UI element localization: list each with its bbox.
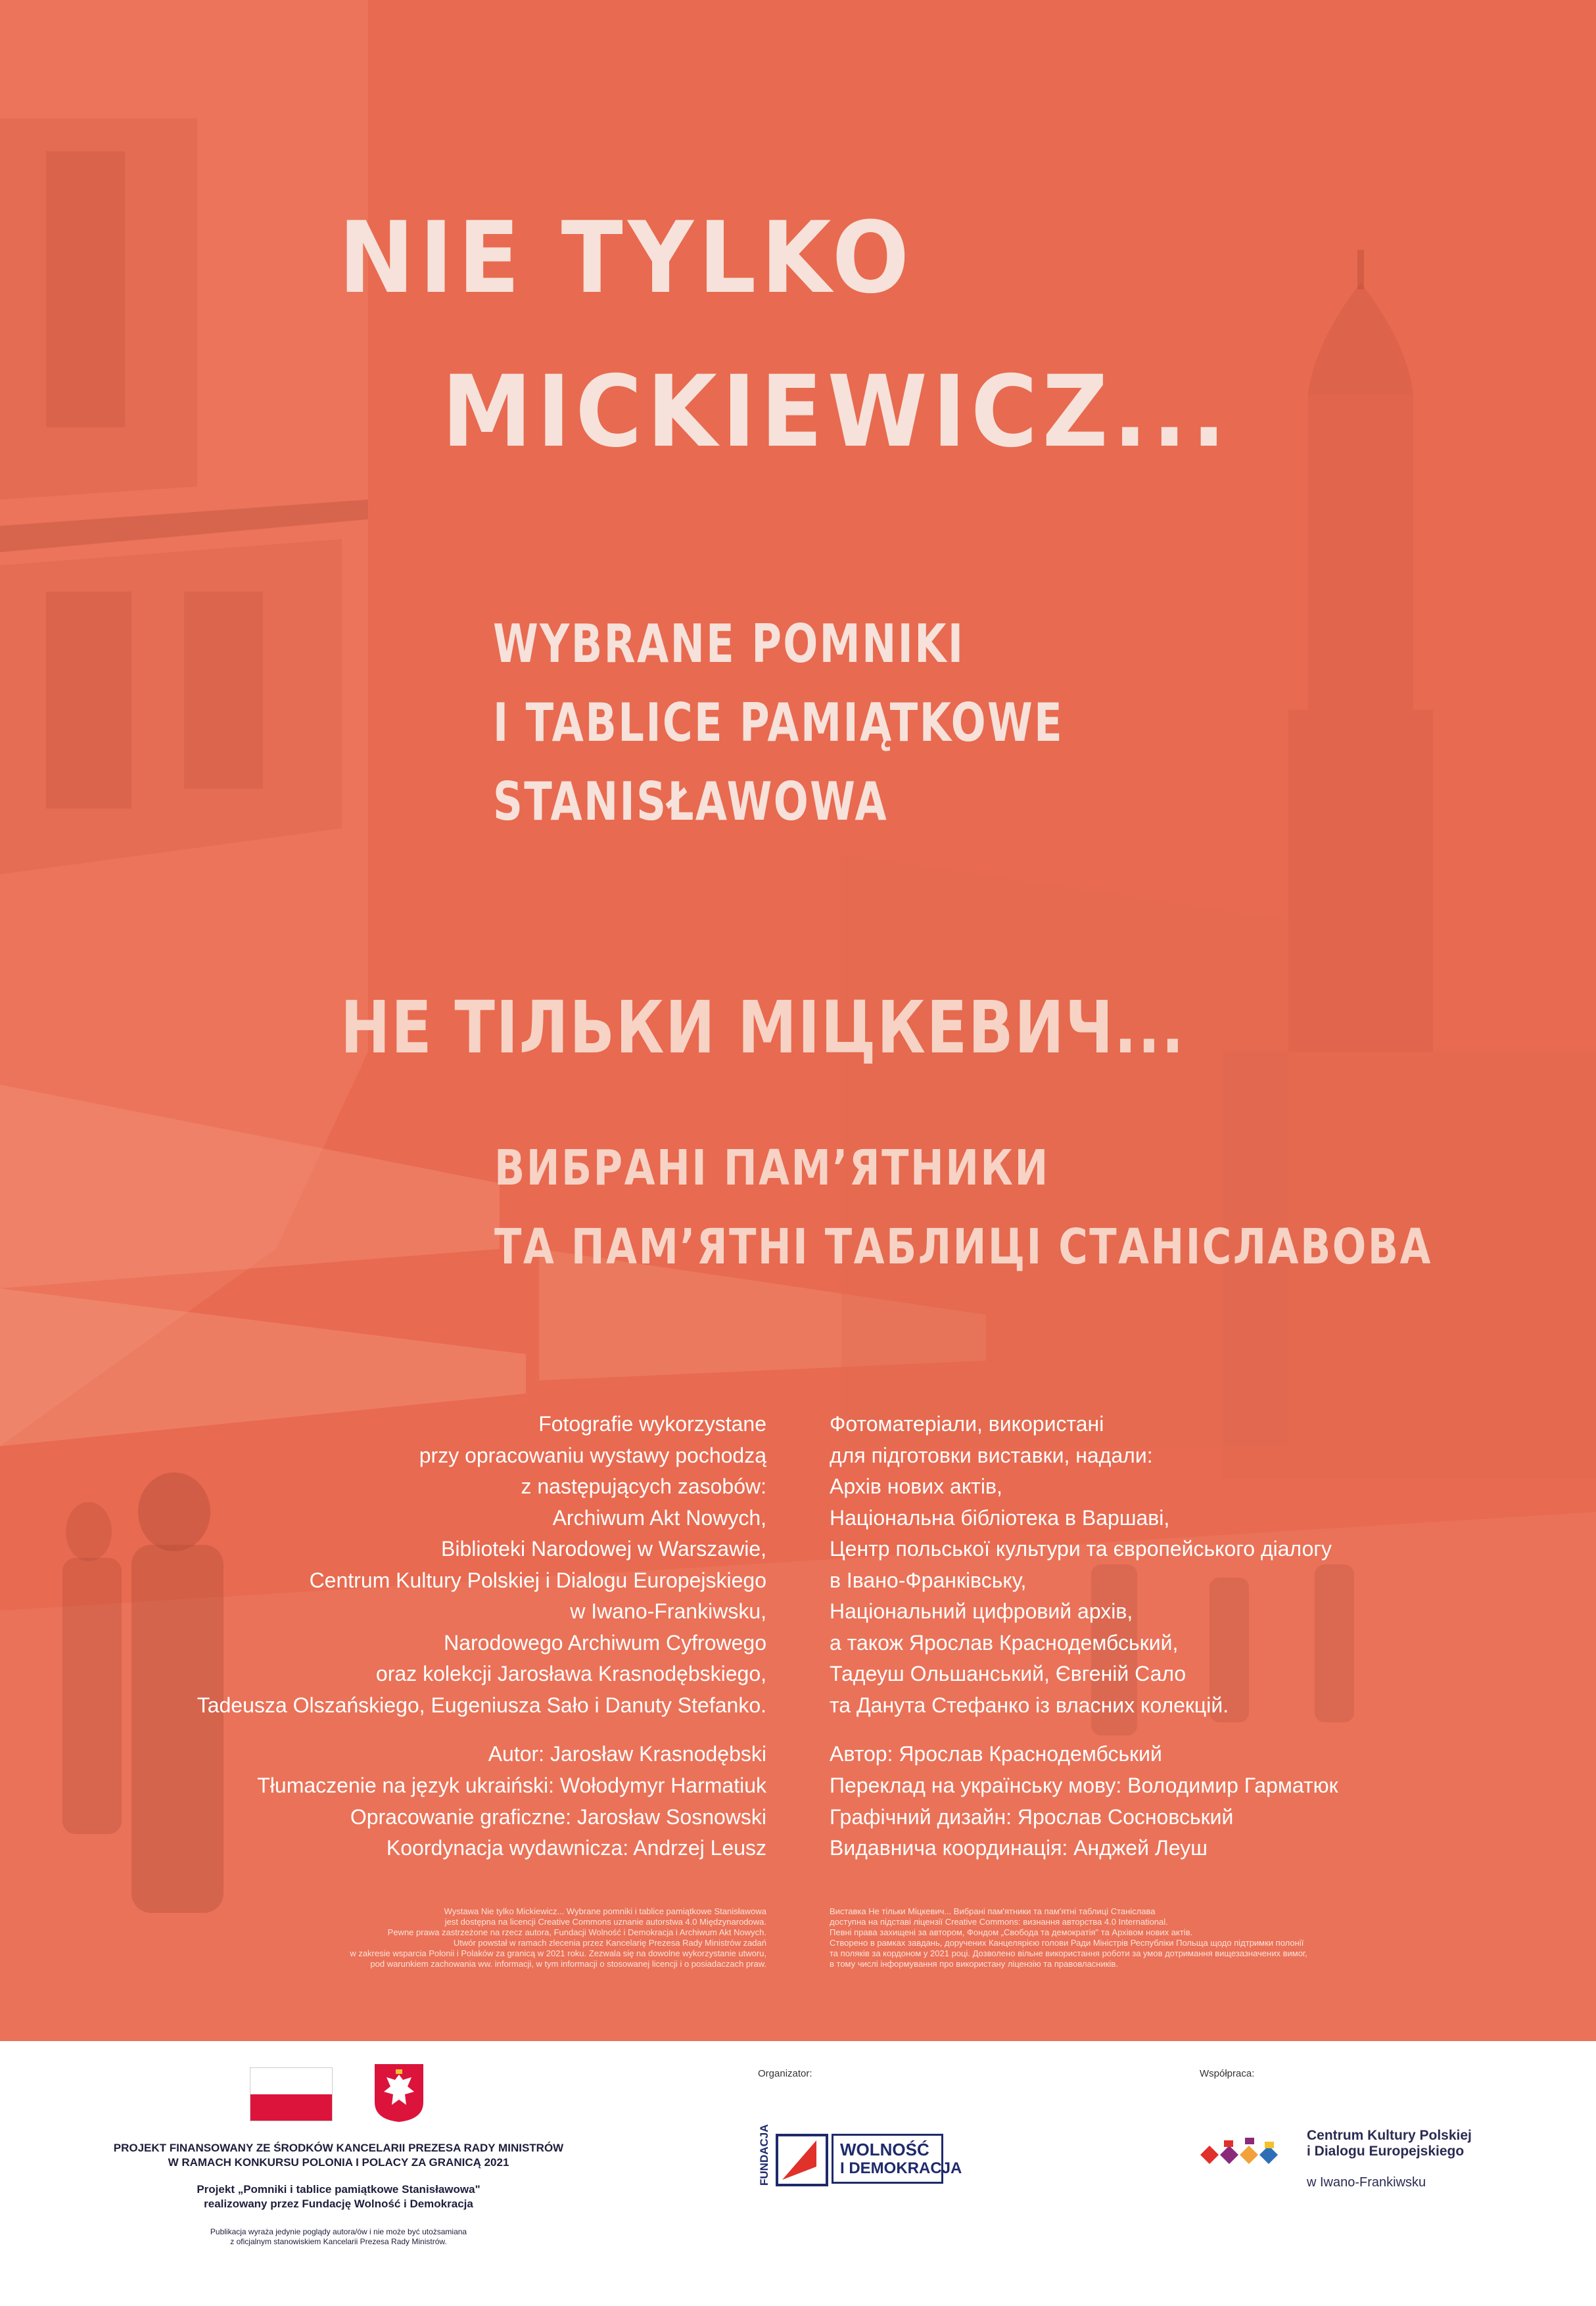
credit-coordination-pl: Koordynacja wydawnicza: Andrzej Leusz (386, 1836, 766, 1860)
disclaimer-line-2: z oficjalnym stanowiskiem Kancelarii Prezesa Rady Ministrów. (230, 2237, 447, 2246)
sources-ua-line: Національна бібліотека в Варшаві, (830, 1505, 1170, 1530)
subtitle-pl-line-1: WYBRANE POMNIKI (493, 613, 965, 674)
license-pl-line: pod warunkiem zachowania ww. informacji, w tym informacji o stosowanej licencji i o posiadaczach praw. (370, 1959, 766, 1969)
sources-ua-line: та Данута Стефанко із власних колекцій. (830, 1693, 1229, 1717)
fundacja-word: FUNDACJA (758, 2124, 770, 2186)
credits-ua (830, 1739, 1338, 1864)
sources-pl-line: w Iwano-Frankiwsku, (570, 1599, 766, 1623)
license-pl-line: w zakresie wsparcia Polonii i Polaków za granicą w 2021 roku. Zezwala się na dowolne wykorzystanie utworu, (350, 1948, 766, 1958)
credit-coordination-ua: Видавнича координація: Анджей Леуш (830, 1836, 1208, 1860)
polish-flag-icon (250, 2067, 333, 2121)
license-ua-line: в тому числі інформування про використану ліцензію та правовласників. (830, 1959, 1118, 1969)
credit-author-ua: Автор: Ярослав Краснодембський (830, 1742, 1162, 1766)
sources-pl-line: Narodowego Archiwum Cyfrowego (444, 1630, 766, 1655)
sources-pl-line: Archiwum Akt Nowych, (552, 1505, 766, 1530)
sources-ua-line: а також Ярослав Краснодембський, (830, 1630, 1179, 1655)
ckpide-location: w Iwano-Frankiwsku (1307, 2175, 1426, 2190)
cooperation-label: Współpraca: (1200, 2068, 1255, 2079)
sources-ua-line: Центр польської культури та європейського діалогу (830, 1537, 1332, 1561)
wid-line-2: I DEMOKRACJA (840, 2159, 962, 2177)
license-pl-line: Pewne prawa zastrzeżone na rzecz autora, Fundacji Wolność i Demokracja i Archiwum Akt Nowych. (387, 1927, 766, 1937)
title-pl-line-2: MICKIEWICZ... (442, 355, 1231, 469)
sources-ua-line: в Івано-Франківську, (830, 1568, 1027, 1592)
license-pl-line: Wystawa Nie tylko Mickiewicz... Wybrane pomniki i tablice pamiątkowe Stanisławowa (444, 1906, 766, 1916)
credit-graphics-ua: Графічний дизайн: Ярослав Сосновський (830, 1804, 1234, 1829)
ckpide-line-1: Centrum Kultury Polskiej (1307, 2128, 1472, 2143)
credit-graphics-pl: Opracowanie graficzne: Jarosław Sosnowski (350, 1804, 766, 1829)
fundacja-wid-logo (756, 2124, 962, 2190)
sources-ua-line: для підготовки виставки, надали: (830, 1443, 1153, 1467)
license-pl-line: jest dostępna na licencji Creative Commons uznanie autorstwa 4.0 Międzynarodowa. (444, 1917, 766, 1927)
credits-pl (257, 1739, 766, 1864)
sources-pl-line: z następujących zasobów: (521, 1474, 766, 1498)
sources-pl-line: przy opracowaniu wystawy pochodzą (419, 1443, 766, 1467)
funding-line-1: PROJEKT FINANSOWANY ZE ŚRODKÓW KANCELARII PREZESA RADY MINISTRÓW (113, 2142, 564, 2154)
sources-pl-line: Centrum Kultury Polskiej i Dialogu Europejskiego (309, 1568, 766, 1592)
project-line-1: Projekt „Pomniki i tablice pamiątkowe Stanisławowa" (197, 2183, 481, 2196)
sources-pl-line: oraz kolekcji Jarosława Krasnodębskiego, (375, 1662, 766, 1685)
subtitle-ua-line-1: ВИБРАНІ ПАМ’ЯТНИКИ (494, 1140, 1050, 1196)
license-ua-line: Створено в рамках завдань, доручених Канцелярією голови Ради Міністрів Республіки Польща щодо підтримки полонії (830, 1938, 1304, 1948)
license-note-ua (830, 1906, 1307, 1969)
sources-pl (197, 1409, 766, 1721)
license-ua-line: Виставка Не тільки Міцкевич... Вибрані пам'ятники та пам'ятні таблиці Станіслава (830, 1906, 1156, 1916)
subtitle-pl-line-3: STANISŁAWOWA (493, 771, 889, 832)
sources-pl-line: Tadeusza Olszańskiego, Eugeniusza Sało i Danuty Stefanko. (197, 1693, 766, 1717)
wid-mark-icon (776, 2134, 828, 2186)
license-ua-line: та поляків за кордоном у 2021 році. Дозволено вільне використання роботи за умов дотримання вищезазначених вимог, (830, 1948, 1307, 1958)
credit-translation-ua: Переклад на українську мову: Володимир Гарматюк (830, 1773, 1338, 1797)
sources-ua-line: Тадеуш Ольшанський, Євгеній Сало (830, 1662, 1186, 1685)
credit-translation-pl: Tłumaczenie na język ukraiński: Wołodymyr Harmatiuk (257, 1773, 766, 1797)
ckpide-line-2: i Dialogu Europejskiego (1307, 2144, 1465, 2159)
sources-ua-line: Національний цифровий архів, (830, 1599, 1133, 1623)
license-note-pl (350, 1906, 766, 1969)
subtitle-ua-line-2: ТА ПАМ’ЯТНІ ТАБЛИЦІ СТАНІСЛАВОВА (494, 1219, 1432, 1275)
disclaimer-line-1: Publikacja wyraża jedynie poglądy autora/ów i nie może być utożsamiana (210, 2227, 467, 2236)
credit-author-pl: Autor: Jarosław Krasnodębski (488, 1742, 766, 1766)
sources-pl-line: Fotografie wykorzystane (538, 1412, 766, 1436)
funding-line-2: W RAMACH KONKURSU POLONIA I POLACY ZA GRANICĄ 2021 (168, 2156, 509, 2169)
title-ua: НЕ ТІЛЬКИ МІЦКЕВИЧ... (340, 985, 1185, 1070)
sources-ua (830, 1409, 1332, 1721)
title-pl-line-1: NIE TYLKO (339, 201, 914, 316)
sources-ua-line: Фотоматеріали, використані (830, 1412, 1104, 1436)
wid-line-1: WOLNOŚĆ (840, 2140, 929, 2159)
subtitle-pl-line-2: I TABLICE PAMIĄTKOWE (493, 692, 1064, 753)
sources-ua-line: Архів нових актів, (830, 1474, 1002, 1498)
organizer-label: Organizator: (758, 2068, 812, 2079)
sources-pl-line: Biblioteki Narodowej w Warszawie, (441, 1537, 766, 1561)
polish-eagle-emblem-icon (373, 2063, 425, 2123)
project-line-2: realizowany przez Fundację Wolność i Demokracja (204, 2198, 473, 2210)
license-ua-line: доступна на підставі ліцензії Creative Commons: визнання авторства 4.0 International. (830, 1917, 1168, 1927)
wid-wordmark (832, 2134, 962, 2184)
license-pl-line: Utwór powstał w ramach zlecenia przez Kancelarię Prezesa Rady Ministrów zadań (453, 1938, 766, 1948)
license-ua-line: Певні права захищені за автором, Фондом „Свобода та демократія" та Архівом нових актів. (830, 1927, 1193, 1937)
ckpide-name (1307, 2128, 1472, 2159)
ckpide-logo-icon (1198, 2135, 1296, 2175)
